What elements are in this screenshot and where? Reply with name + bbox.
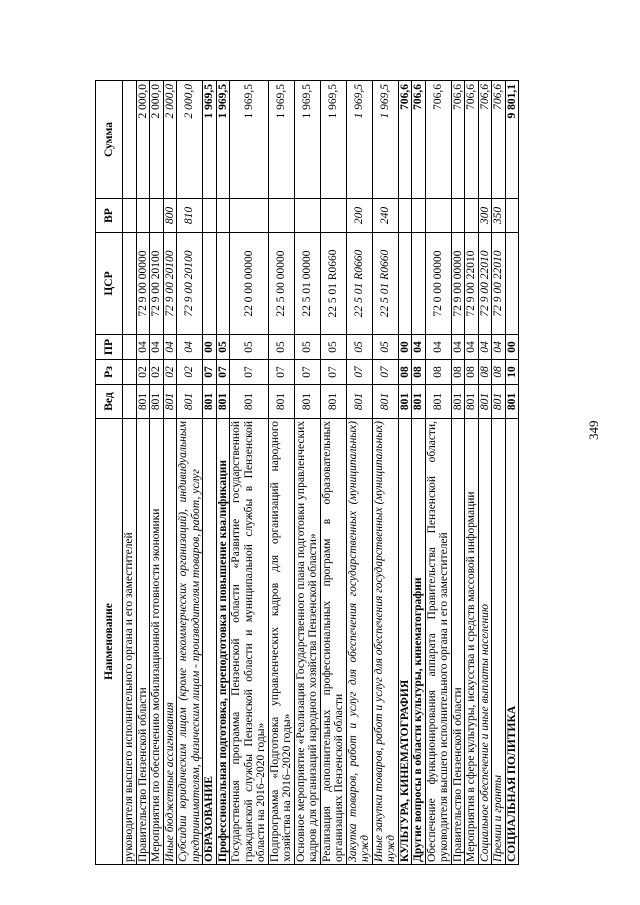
cell-name: Другие вопросы в области культуры, кинематографии <box>412 419 426 865</box>
header-csr: ЦСР <box>96 233 123 335</box>
cell-rz: 02 <box>163 360 177 385</box>
cell-pr: 05 <box>372 335 398 360</box>
cell-vr: 200 <box>346 199 372 233</box>
cell-csr: 22 0 00 00000 <box>230 233 269 335</box>
cell-ved: 801 <box>451 385 465 419</box>
table-row <box>320 81 346 865</box>
cell-rz: 08 <box>465 360 479 385</box>
cell-csr: 72 9 00 22010 <box>465 233 479 335</box>
cell-csr: 72 9 00 00000 <box>451 233 465 335</box>
cell-vr <box>505 199 519 233</box>
cell-ved: 801 <box>346 385 372 419</box>
cell-ved: 801 <box>230 385 269 419</box>
cell-sum: 1 969,5 <box>203 81 217 199</box>
cell-ved <box>123 385 137 419</box>
cell-rz: 08 <box>412 360 426 385</box>
cell-pr: 04 <box>425 335 451 360</box>
table-row <box>478 81 492 865</box>
cell-ved: 801 <box>294 385 320 419</box>
cell-rz: 08 <box>492 360 506 385</box>
cell-ved: 801 <box>203 385 217 419</box>
cell-sum: 2 000,0 <box>163 81 177 199</box>
cell-vr <box>465 199 479 233</box>
cell-csr <box>398 233 412 335</box>
cell-vr: 300 <box>478 199 492 233</box>
page-number: 349 <box>586 420 601 440</box>
cell-pr: 04 <box>150 335 164 360</box>
cell-name: Правительство Пензенской области <box>451 419 465 865</box>
cell-name: Профессиональная подготовка, переподготовка и повышение квалификации <box>216 419 230 865</box>
cell-name: Субсидии юридическим лицам (кроме некоммерческих организаций), индивидуальным предпринимателям, физическим лицам - производителям товаров, работ, услуг <box>177 419 203 865</box>
cell-pr: 04 <box>177 335 203 360</box>
cell-ved: 801 <box>216 385 230 419</box>
table-row <box>372 81 398 865</box>
header-ved: Вед <box>96 385 123 419</box>
table-row <box>451 81 465 865</box>
cell-sum: 706,6 <box>451 81 465 199</box>
cell-rz: 08 <box>478 360 492 385</box>
cell-vr <box>216 199 230 233</box>
cell-name: Мероприятия в сфере культуры, искусства и средств массовой информации <box>465 419 479 865</box>
cell-vr: 350 <box>492 199 506 233</box>
table-row <box>398 81 412 865</box>
table-row <box>425 81 451 865</box>
cell-vr <box>203 199 217 233</box>
cell-rz: 02 <box>136 360 150 385</box>
table-row <box>150 81 164 865</box>
cell-ved: 801 <box>398 385 412 419</box>
cell-pr: 00 <box>203 335 217 360</box>
cell-sum <box>123 81 137 199</box>
header-sum: Сумма <box>96 81 123 199</box>
cell-sum: 9 801,1 <box>505 81 519 199</box>
cell-pr: 05 <box>216 335 230 360</box>
cell-ved: 801 <box>372 385 398 419</box>
cell-pr: 04 <box>412 335 426 360</box>
cell-pr: 05 <box>294 335 320 360</box>
table-row <box>465 81 479 865</box>
cell-vr: 810 <box>177 199 203 233</box>
cell-rz <box>123 360 137 385</box>
table-row <box>230 81 269 865</box>
cell-ved: 801 <box>505 385 519 419</box>
cell-rz: 07 <box>216 360 230 385</box>
cell-csr: 72 9 00 20100 <box>177 233 203 335</box>
table-row <box>346 81 372 865</box>
cell-name: Реализация дополнительных профессиональных программ в образовательных организациях Пензенской области <box>320 419 346 865</box>
cell-pr: 04 <box>492 335 506 360</box>
cell-rz: 08 <box>425 360 451 385</box>
cell-sum: 2 000,0 <box>150 81 164 199</box>
cell-csr: 72 0 00 00000 <box>425 233 451 335</box>
cell-pr: 04 <box>163 335 177 360</box>
table-row <box>203 81 217 865</box>
cell-sum: 706,6 <box>425 81 451 199</box>
table-row <box>136 81 150 865</box>
cell-rz: 02 <box>177 360 203 385</box>
cell-vr <box>268 199 294 233</box>
cell-rz: 08 <box>398 360 412 385</box>
header-vr: ВР <box>96 199 123 233</box>
cell-csr <box>216 233 230 335</box>
cell-sum: 1 969,5 <box>230 81 269 199</box>
cell-sum: 706,6 <box>412 81 426 199</box>
cell-pr <box>123 335 137 360</box>
cell-sum: 1 969,5 <box>346 81 372 199</box>
cell-pr: 00 <box>398 335 412 360</box>
cell-csr: 22 5 01 00000 <box>294 233 320 335</box>
cell-ved: 801 <box>163 385 177 419</box>
cell-csr <box>203 233 217 335</box>
cell-vr <box>123 199 137 233</box>
header-name: Наименование <box>96 419 123 865</box>
cell-ved: 801 <box>268 385 294 419</box>
cell-name: Обеспечение функционирования аппарата Правительства Пензенской области, руководителя высшего исполнительного органа и его заместителей <box>425 419 451 865</box>
cell-sum: 706,6 <box>398 81 412 199</box>
cell-csr: 22 5 01 R0660 <box>320 233 346 335</box>
table-row <box>294 81 320 865</box>
cell-csr: 22 5 01 R0660 <box>372 233 398 335</box>
header-rz: Рз <box>96 360 123 385</box>
cell-name: Государственная программа Пензенской области «Развитие государственной гражданской службы Пензенской области и муниципальной службы в Пензенской области на 2016–2020 годы» <box>230 419 269 865</box>
table-row <box>412 81 426 865</box>
cell-rz: 10 <box>505 360 519 385</box>
cell-pr: 04 <box>136 335 150 360</box>
cell-pr: 04 <box>465 335 479 360</box>
cell-name: СОЦИАЛЬНАЯ ПОЛИТИКА <box>505 419 519 865</box>
cell-csr: 22 5 01 R0660 <box>346 233 372 335</box>
cell-sum: 1 969,5 <box>372 81 398 199</box>
cell-rz: 07 <box>320 360 346 385</box>
cell-csr: 72 9 00 22010 <box>478 233 492 335</box>
cell-ved: 801 <box>177 385 203 419</box>
cell-name: Подпрограмма «Подготовка управленческих кадров для организаций народного хозяйства на 2016–2020 годы» <box>268 419 294 865</box>
cell-rz: 07 <box>372 360 398 385</box>
cell-pr: 05 <box>346 335 372 360</box>
cell-sum: 706,6 <box>465 81 479 199</box>
table-row <box>216 81 230 865</box>
cell-rz: 02 <box>150 360 164 385</box>
cell-sum: 2 000,0 <box>177 81 203 199</box>
cell-ved: 801 <box>320 385 346 419</box>
cell-name: Правительство Пензенской области <box>136 419 150 865</box>
cell-pr: 05 <box>230 335 269 360</box>
cell-sum: 706,6 <box>492 81 506 199</box>
cell-name: Премии и гранты <box>492 419 506 865</box>
cell-csr: 72 9 00 20100 <box>163 233 177 335</box>
cell-vr <box>320 199 346 233</box>
cell-sum: 2 000,0 <box>136 81 150 199</box>
cell-ved: 801 <box>412 385 426 419</box>
cell-vr <box>425 199 451 233</box>
cell-vr <box>294 199 320 233</box>
cell-name: Иные бюджетные ассигнования <box>163 419 177 865</box>
cell-csr <box>412 233 426 335</box>
cell-ved: 801 <box>465 385 479 419</box>
cell-rz: 07 <box>294 360 320 385</box>
cell-vr <box>150 199 164 233</box>
cell-rz: 07 <box>203 360 217 385</box>
header-pr: ПР <box>96 335 123 360</box>
cell-sum: 706,6 <box>478 81 492 199</box>
cell-pr: 04 <box>478 335 492 360</box>
cell-vr <box>412 199 426 233</box>
budget-table <box>95 80 519 865</box>
table-row <box>505 81 519 865</box>
cell-csr <box>123 233 137 335</box>
cell-pr: 05 <box>268 335 294 360</box>
cell-csr: 72 9 00 00000 <box>136 233 150 335</box>
cell-csr <box>505 233 519 335</box>
cell-name: руководителя высшего исполнительного органа и его заместителей <box>123 419 137 865</box>
cell-name: Основное мероприятие «Реализация Государственного плана подготовки управленческих кадров для организаций народного хозяйства Пензенской области» <box>294 419 320 865</box>
cell-sum: 1 969,5 <box>320 81 346 199</box>
table-row <box>163 81 177 865</box>
cell-sum: 1 969,5 <box>294 81 320 199</box>
cell-csr: 72 9 00 20100 <box>150 233 164 335</box>
cell-vr <box>451 199 465 233</box>
cell-vr <box>230 199 269 233</box>
cell-pr: 00 <box>505 335 519 360</box>
cell-name: Мероприятия по обеспечению мобилизационной готовности экономики <box>150 419 164 865</box>
cell-name: КУЛЬТУРА, КИНЕМАТОГРАФИЯ <box>398 419 412 865</box>
table-header-row <box>96 81 123 865</box>
cell-rz: 08 <box>451 360 465 385</box>
table-body <box>123 81 519 865</box>
cell-ved: 801 <box>492 385 506 419</box>
cell-name: ОБРАЗОВАНИЕ <box>203 419 217 865</box>
cell-sum: 1 969,5 <box>216 81 230 199</box>
table-row <box>492 81 506 865</box>
rotated-budget-table-container <box>95 81 551 865</box>
cell-pr: 04 <box>451 335 465 360</box>
table-row <box>123 81 137 865</box>
cell-name: Иные закупки товаров, работ и услуг для обеспечения государственных (муниципальных) нужд <box>372 419 398 865</box>
cell-rz: 07 <box>346 360 372 385</box>
cell-rz: 07 <box>268 360 294 385</box>
cell-ved: 801 <box>478 385 492 419</box>
cell-name: Закупка товаров, работ и услуг для обеспечения государственных (муниципальных) нужд <box>346 419 372 865</box>
cell-sum: 1 969,5 <box>268 81 294 199</box>
cell-csr: 72 9 00 22010 <box>492 233 506 335</box>
cell-vr <box>398 199 412 233</box>
cell-ved: 801 <box>150 385 164 419</box>
cell-pr: 05 <box>320 335 346 360</box>
cell-rz: 07 <box>230 360 269 385</box>
cell-vr: 800 <box>163 199 177 233</box>
cell-vr <box>136 199 150 233</box>
cell-ved: 801 <box>425 385 451 419</box>
cell-csr: 22 5 00 00000 <box>268 233 294 335</box>
cell-ved: 801 <box>136 385 150 419</box>
table-row <box>177 81 203 865</box>
cell-vr: 240 <box>372 199 398 233</box>
cell-name: Социальное обеспечение и иные выплаты населению <box>478 419 492 865</box>
table-row <box>268 81 294 865</box>
